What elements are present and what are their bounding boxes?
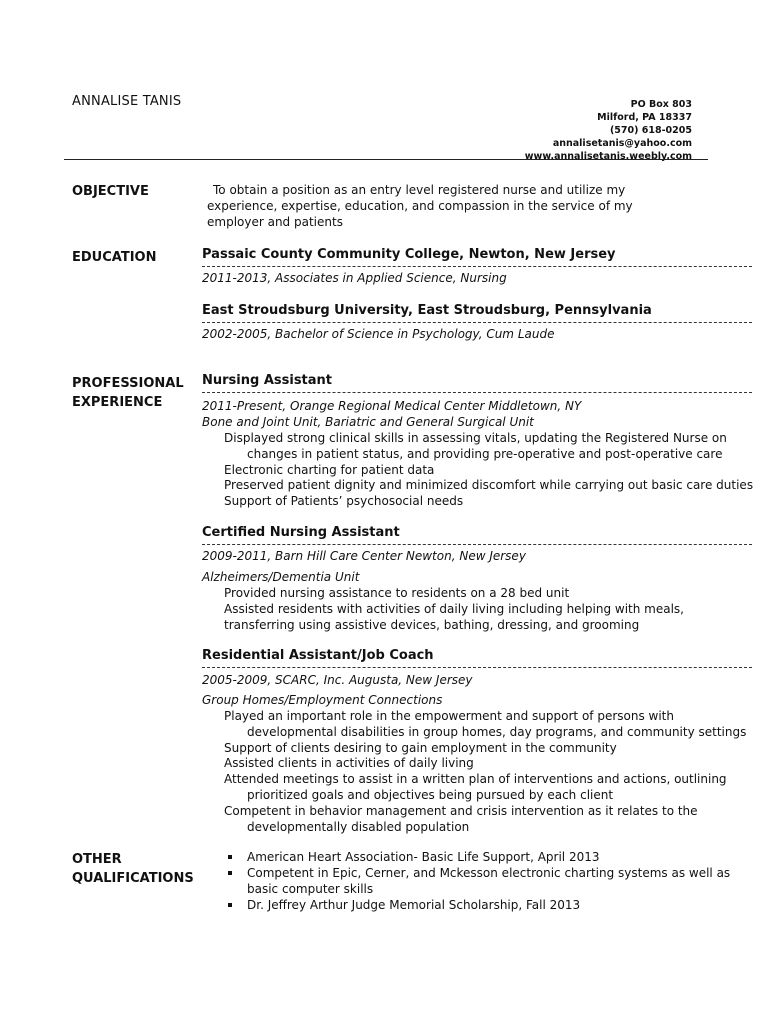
contact-address-line: PO Box 803 xyxy=(630,99,692,110)
square-bullet-icon xyxy=(228,903,232,907)
section-divider xyxy=(202,667,752,668)
qualifications-heading: OTHER QUALIFICATIONS xyxy=(72,852,194,886)
section-divider xyxy=(202,322,752,323)
objective-heading: OBJECTIVE xyxy=(72,184,149,199)
job-title-2: Certified Nursing Assistant xyxy=(202,525,400,540)
education-heading: EDUCATION xyxy=(72,250,157,265)
education-school-1: Passaic County Community College, Newton, New Jersey xyxy=(202,247,616,262)
job-3-duty: Competent in behavior management and crisis intervention as it relates to the xyxy=(224,804,698,818)
job-1-duty-cont: changes in patient status, and providing pre-operative and post-operative care xyxy=(247,447,723,461)
contact-city-line: Milford, PA 18337 xyxy=(597,112,692,123)
job-1-unit: Bone and Joint Unit, Bariatric and General Surgical Unit xyxy=(202,415,534,429)
objective-text: To obtain a position as an entry level registered nurse and utilize my experience, expertise, education, and compassion in the service of my employer and patients xyxy=(207,183,633,229)
list-item: Competent in Epic, Cerner, and Mckesson electronic charting systems as well as basic computer skills xyxy=(228,865,748,897)
job-1-duty: Electronic charting for patient data xyxy=(224,463,435,477)
list-item: American Heart Association- Basic Life Support, April 2013 xyxy=(228,849,748,865)
job-2-duty: Provided nursing assistance to residents on a 28 bed unit xyxy=(224,586,570,600)
education-detail-2: 2002-2005, Bachelor of Science in Psychology, Cum Laude xyxy=(202,327,555,341)
square-bullet-icon xyxy=(228,871,232,875)
square-bullet-icon xyxy=(228,855,232,859)
section-divider xyxy=(202,392,752,393)
job-1-employer: 2011-Present, Orange Regional Medical Center Middletown, NY xyxy=(202,399,582,413)
job-2-duty: Assisted residents with activities of daily living including helping with meals, xyxy=(224,602,684,616)
job-3-duty-cont: developmental disabilities in group homes, day programs, and community settings xyxy=(247,725,747,739)
job-1-duty: Preserved patient dignity and minimized discomfort while carrying out basic care duties xyxy=(224,478,754,492)
list-item: Dr. Jeffrey Arthur Judge Memorial Scholarship, Fall 2013 xyxy=(228,897,748,913)
qualifications-list xyxy=(228,849,748,913)
job-3-duty: Assisted clients in activities of daily living xyxy=(224,756,474,770)
job-3-duty: Played an important role in the empowerment and support of persons with xyxy=(224,709,674,723)
job-2-unit: Alzheimers/Dementia Unit xyxy=(202,570,360,584)
job-2-employer: 2009-2011, Barn Hill Care Center Newton, New Jersey xyxy=(202,549,526,563)
job-3-duty-cont: developmentally disabled population xyxy=(247,820,470,834)
education-detail-1: 2011-2013, Associates in Applied Science, Nursing xyxy=(202,271,507,285)
section-divider xyxy=(202,544,752,545)
job-1-duty: Support of Patients’ psychosocial needs xyxy=(224,494,464,508)
job-title-3: Residential Assistant/Job Coach xyxy=(202,648,434,663)
job-title-1: Nursing Assistant xyxy=(202,373,333,388)
job-3-employer: 2005-2009, SCARC, Inc. Augusta, New Jersey xyxy=(202,673,473,687)
contact-phone: (570) 618-0205 xyxy=(609,125,692,136)
job-1-duty: Displayed strong clinical skills in assessing vitals, updating the Registered Nurse on xyxy=(224,431,727,445)
applicant-name: ANNALISE TANIS xyxy=(72,94,182,109)
section-divider xyxy=(202,266,752,267)
contact-block xyxy=(525,98,692,163)
job-3-unit: Group Homes/Employment Connections xyxy=(202,693,443,707)
job-2-duty-cont: transferring using assistive devices, bathing, dressing, and grooming xyxy=(224,618,640,632)
job-3-duty: Support of clients desiring to gain employment in the community xyxy=(224,741,617,755)
job-3-duty: Attended meetings to assist in a written plan of interventions and actions, outlining xyxy=(224,772,727,786)
contact-email: annalisetanis@yahoo.com xyxy=(552,138,692,149)
header-divider xyxy=(64,159,708,160)
job-3-duty-cont: prioritized goals and objectives being pursued by each client xyxy=(247,788,614,802)
contact-website: www.annalisetanis.weebly.com xyxy=(524,151,692,162)
education-school-2: East Stroudsburg University, East Stroudsburg, Pennsylvania xyxy=(202,303,652,318)
experience-heading: PROFESSIONAL EXPERIENCE xyxy=(72,376,184,410)
